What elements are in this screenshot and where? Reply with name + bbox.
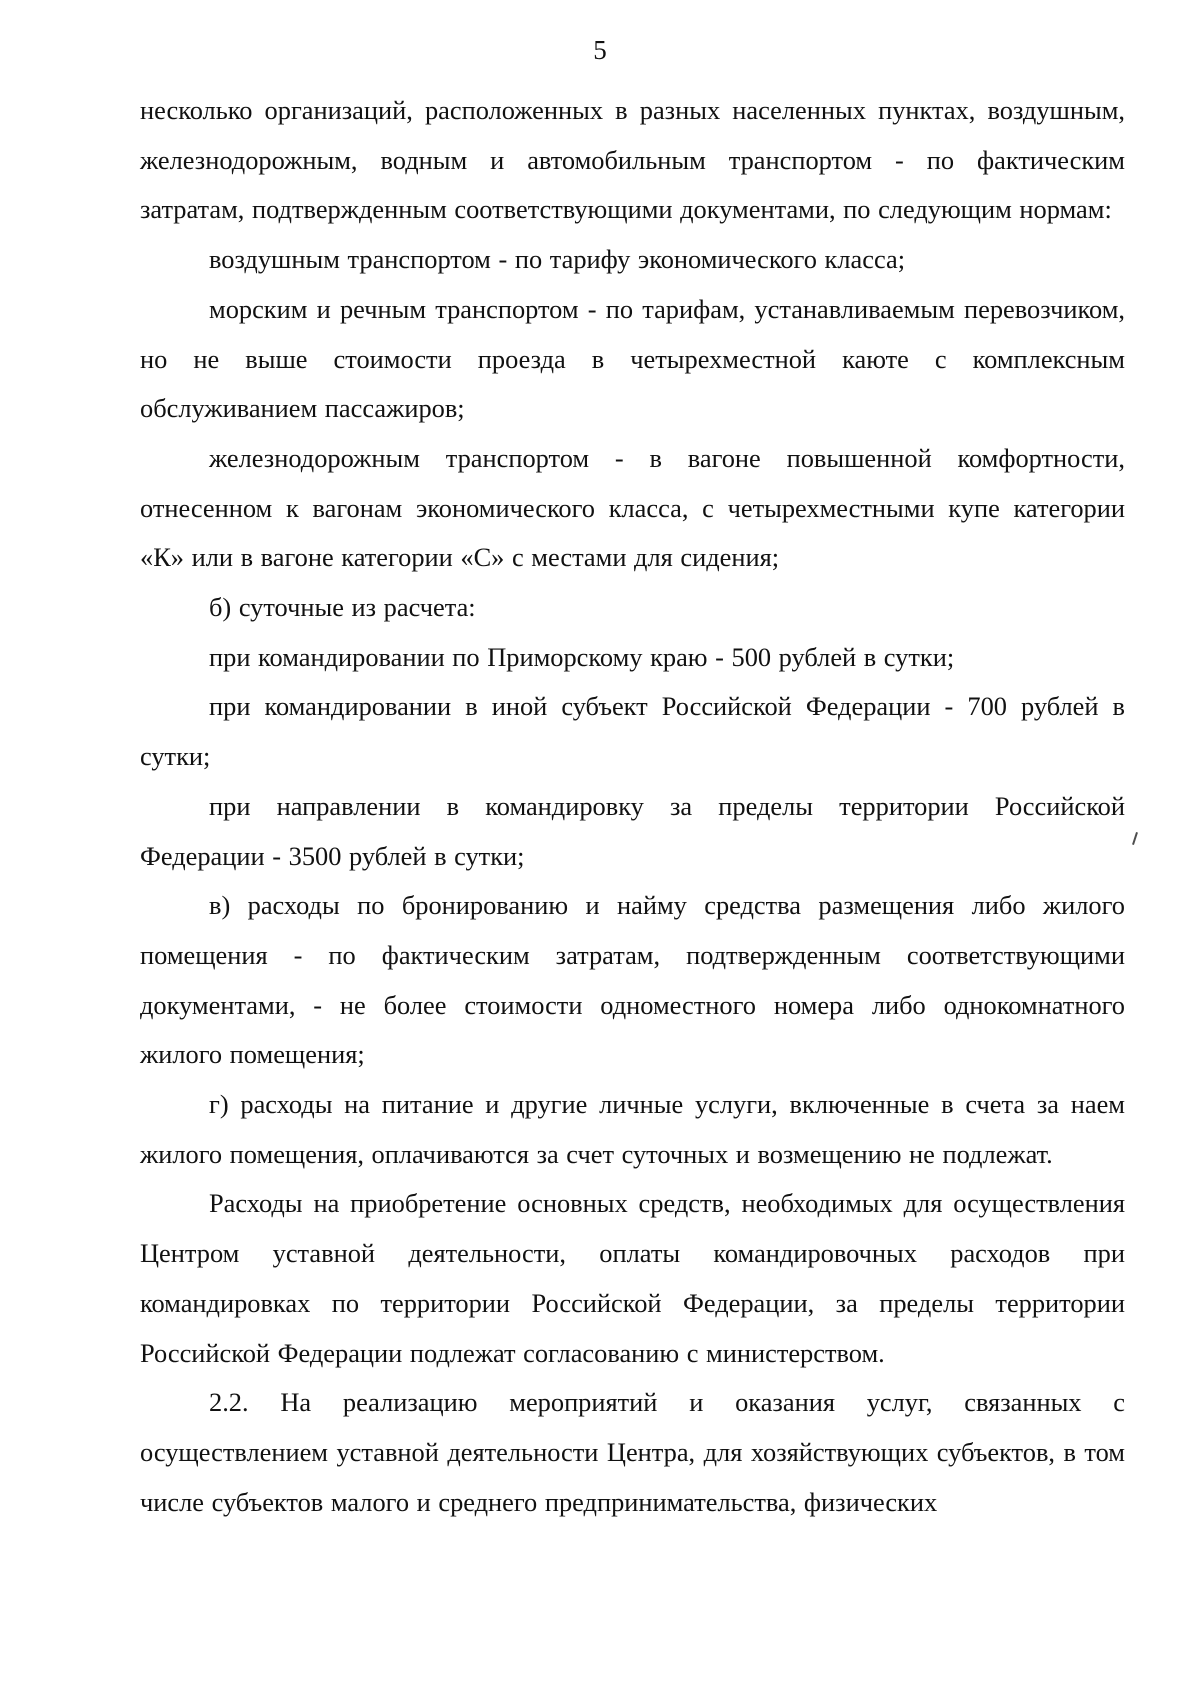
scan-mark: [1132, 832, 1138, 845]
paragraph-sea-river-transport: морским и речным транспортом - по тарифам, устанавливаемым перевозчиком, но не выше стоимости проезда в четырехместной каюте с комплексным обслуживанием пассажиров;: [140, 293, 1125, 424]
paragraph-section-2-2: 2.2. На реализацию мероприятий и оказания услуг, связанных с осуществлением уставной деятельности Центра, для хозяйствующих субъектов, в том числе субъектов малого и среднего предпринимательства, физических: [140, 1387, 1125, 1517]
paragraph-continuation: несколько организаций, расположенных в разных населенных пунктах, воздушным, железнодорожным, водным и автомобильным транспортом - по фактическим затратам, подтвержденным соответствующими документами, по следующим нормам:: [140, 95, 1125, 225]
paragraph-fixed-assets: Расходы на приобретение основных средств, необходимых для осуществления Центром уставной деятельности, оплаты командировочных расходов при командировках по территории Российской Федерации, за пределы территории Российской Федерации подлежат согласованию с министерством.: [140, 1188, 1125, 1368]
document-body: [140, 86, 1125, 1527]
paragraph-per-diem-abroad: при направлении в командировку за пределы территории Российской Федерации - 3500 рублей в сутки;: [140, 790, 1125, 871]
paragraph-meals: г) расходы на питание и другие личные услуги, включенные в счета за наем жилого помещения, оплачиваются за счет суточных и возмещению не подлежат.: [140, 1089, 1125, 1169]
paragraph-accommodation: в) расходы по бронированию и найму средства размещения либо жилого помещения - по фактическим затратам, подтвержденным соответствующими документами, - не более стоимости одноместного номера либо однокомнатного жилого помещения;: [140, 890, 1125, 1070]
page-number: 5: [593, 35, 607, 65]
paragraph-per-diem-primorsky: при командировании по Приморскому краю - 500 рублей в сутки;: [209, 641, 955, 672]
paragraph-air-transport: воздушным транспортом - по тарифу экономического класса;: [209, 244, 906, 275]
paragraph-per-diem-russia: при командировании в иной субъект Российской Федерации - 700 рублей в сутки;: [140, 691, 1125, 772]
paragraph-rail-transport: железнодорожным транспортом - в вагоне повышенной комфортности, отнесенном к вагонам экономического класса, с четырехместными купе категории «К» или в вагоне категории «С» с местами для сидения;: [140, 442, 1125, 573]
paragraph-per-diem-heading: б) суточные из расчета:: [209, 592, 476, 623]
